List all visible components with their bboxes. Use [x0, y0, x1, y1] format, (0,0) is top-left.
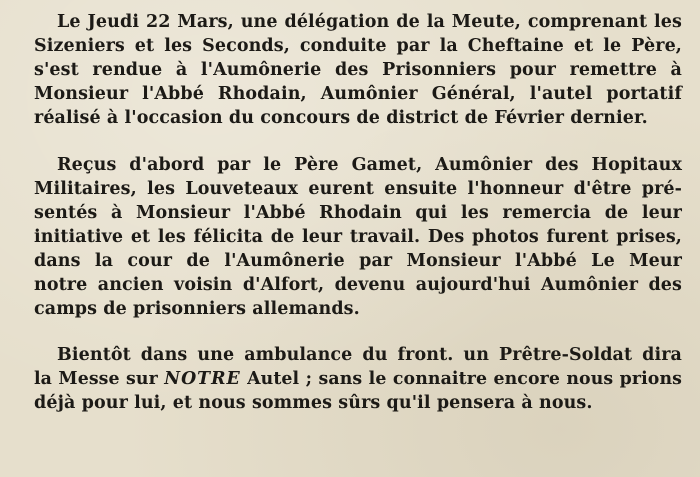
text-segment: la Messe sur	[34, 369, 165, 389]
text-line: Le Jeudi 22 Mars, une délégation de la Meute, comprenant les	[57, 12, 682, 32]
text-line: Reçus d'abord par le Père Gamet, Aumônier des Hopitaux	[57, 155, 682, 175]
text-line: Bientôt dans une ambulance du front. un Prêtre-Soldat dira	[57, 345, 682, 365]
text-line: notre ancien voisin d'Alfort, devenu aujourd'hui Aumônier des	[34, 275, 682, 295]
text-line: Militaires, les Louveteaux eurent ensuite l'honneur d'être pré-	[34, 179, 682, 199]
text-line-with-emphasis	[34, 367, 682, 391]
text-line: réalisé à l'occasion du concours de district de Février dernier.	[34, 108, 648, 128]
text-line: dans la cour de l'Aumônerie par Monsieur l'Abbé Le Meur	[34, 251, 682, 271]
text-line: initiative et les félicita de leur travail. Des photos furent prises,	[34, 227, 682, 247]
text-line: s'est rendue à l'Aumônerie des Prisonniers pour remettre à	[34, 60, 682, 80]
text-line: Monsieur l'Abbé Rhodain, Aumônier Général, l'autel portatif	[34, 84, 682, 104]
text-segment: Autel ; sans le connaitre encore nous prions	[240, 369, 683, 389]
text-line: sentés à Monsieur l'Abbé Rhodain qui les remercia de leur	[34, 203, 682, 223]
text-line: déjà pour lui, et nous sommes sûrs qu'il pensera à nous.	[34, 393, 593, 413]
text-line: camps de prisonniers allemands.	[34, 299, 360, 319]
emphasized-word: NOTRE	[164, 369, 241, 389]
text-line: Sizeniers et les Seconds, conduite par la Cheftaine et le Père,	[34, 36, 682, 56]
